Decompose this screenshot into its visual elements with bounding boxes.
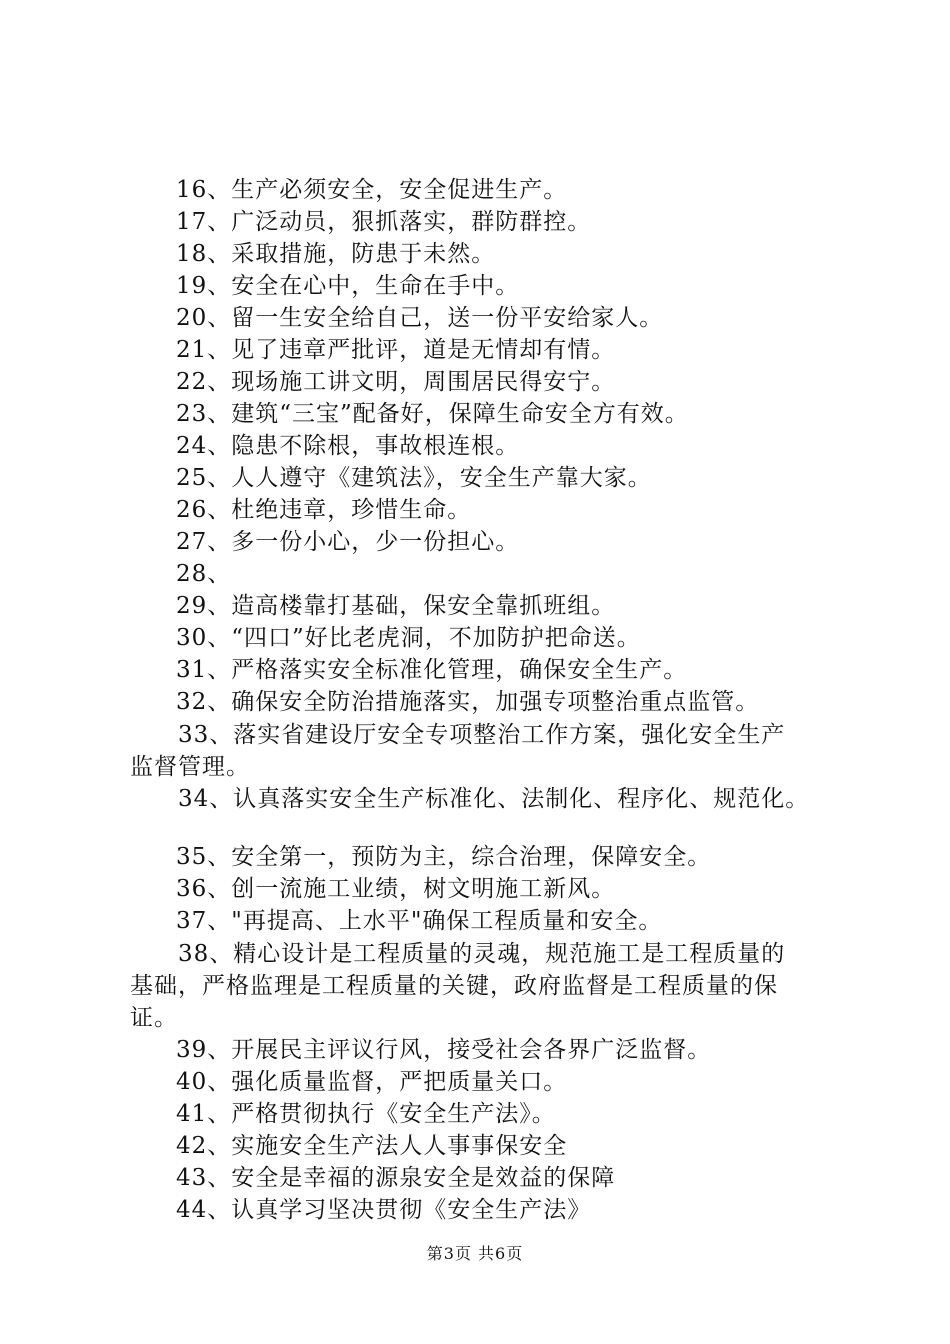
slogan-line-25: 25、人人遵守《建筑法》，安全生产靠大家。 xyxy=(176,465,652,491)
slogan-line-17: 17、广泛动员，狠抓落实，群防群控。 xyxy=(176,209,592,235)
slogan-line-36: 36、创一流施工业绩，树文明施工新风。 xyxy=(176,876,616,902)
slogan-line-39: 39、开展民主评议行风，接受社会各界广泛监督。 xyxy=(176,1037,712,1063)
slogan-line-31: 31、严格落实安全标准化管理，确保安全生产。 xyxy=(176,657,688,683)
slogan-line-38: 38、精心设计是工程质量的灵魂，规范施工是工程质量的 xyxy=(178,941,786,967)
slogan-line-30: 30、“四口”好比老虎洞，不加防护把命送。 xyxy=(176,625,641,651)
slogan-line-33: 33、落实省建设厅安全专项整治工作方案，强化安全生产 xyxy=(178,722,786,748)
slogan-line-16: 16、生产必须安全，安全促进生产。 xyxy=(176,177,568,203)
slogan-line-26: 26、杜绝违章，珍惜生命。 xyxy=(176,497,472,523)
slogan-line-38-cont2: 证。 xyxy=(130,1005,178,1031)
slogan-line-43: 43、安全是幸福的源泉安全是效益的保障 xyxy=(176,1165,616,1191)
slogan-line-44: 44、认真学习坚决贯彻《安全生产法》 xyxy=(176,1197,592,1223)
slogan-line-23: 23、建筑“三宝”配备好，保障生命安全方有效。 xyxy=(176,401,689,427)
slogan-line-35: 35、安全第一，预防为主，综合治理，保障安全。 xyxy=(176,844,712,870)
slogan-line-18: 18、采取措施，防患于未然。 xyxy=(176,241,496,267)
slogan-line-42: 42、实施安全生产法人人事事保安全 xyxy=(176,1133,568,1159)
page-number-footer: 第3页 共6页 xyxy=(426,1244,524,1263)
slogan-line-34: 34、认真落实安全生产标准化、法制化、程序化、规范化。 xyxy=(178,786,810,812)
slogan-line-33-cont: 监督管理。 xyxy=(130,754,250,780)
slogan-line-29: 29、造高楼靠打基础，保安全靠抓班组。 xyxy=(176,593,616,619)
slogan-line-40: 40、强化质量监督，严把质量关口。 xyxy=(176,1069,568,1095)
slogan-line-38-cont1: 基础，严格监理是工程质量的关键，政府监督是工程质量的保 xyxy=(130,973,778,999)
slogan-line-19: 19、安全在心中，生命在手中。 xyxy=(176,273,520,299)
slogan-line-27: 27、多一份小心，少一份担心。 xyxy=(176,529,520,555)
slogan-line-28: 28、 xyxy=(176,561,232,587)
slogan-line-20: 20、留一生安全给自己，送一份平安给家人。 xyxy=(176,305,664,331)
slogan-line-22: 22、现场施工讲文明，周围居民得安宁。 xyxy=(176,369,616,395)
slogan-line-37: 37、"再提高、上水平"确保工程质量和安全。 xyxy=(176,908,663,934)
slogan-line-24: 24、隐患不除根，事故根连根。 xyxy=(176,433,520,459)
slogan-line-21: 21、见了违章严批评，道是无情却有情。 xyxy=(176,337,616,363)
slogan-line-41: 41、严格贯彻执行《安全生产法》。 xyxy=(176,1101,556,1127)
slogan-line-32: 32、确保安全防治措施落实，加强专项整治重点监管。 xyxy=(176,689,760,715)
